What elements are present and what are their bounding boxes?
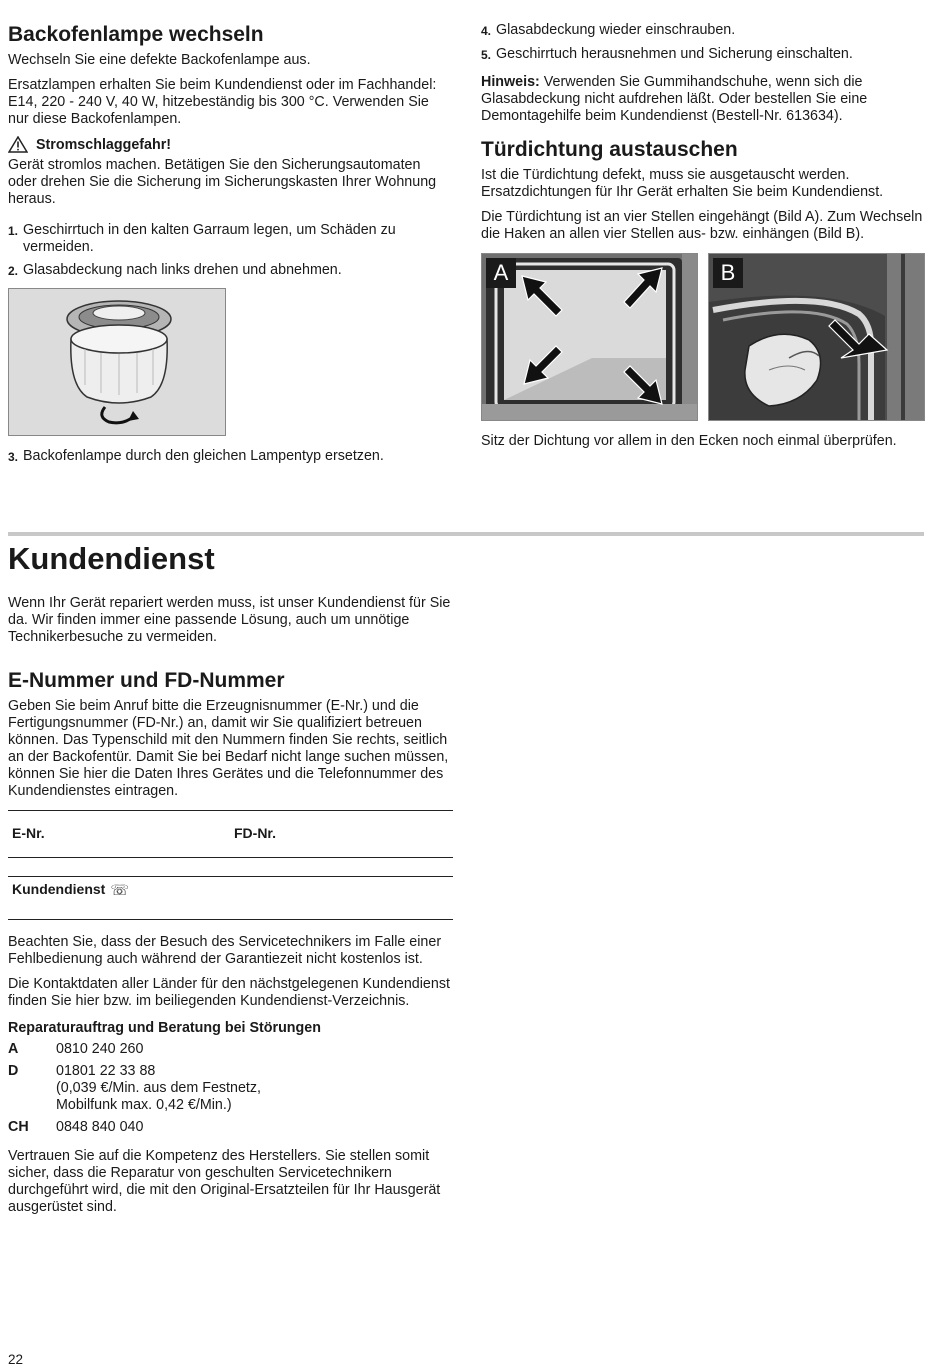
step-item: [481, 22, 926, 40]
figure-a-label: A: [486, 258, 516, 288]
hint-text: Verwenden Sie Gummihandschuhe, wenn sich die Glasabdeckung nicht aufdrehen läßt. Oder bestellen Sie eine Demontagehilfe beim Kundendienst (Bestell-Nr. 613634).: [481, 74, 868, 124]
right-column: [481, 22, 926, 458]
phone-row: [8, 1119, 453, 1136]
step-text: Geschirrtuch in den kalten Garraum legen, um Schäden zu vermeiden.: [23, 222, 396, 256]
lamp-cover-illustration: [9, 289, 225, 435]
step-item: [8, 222, 448, 256]
phone-details: [56, 1063, 261, 1114]
step-text: Glasabdeckung wieder einschrauben.: [496, 22, 736, 38]
phone-number: 0848 840 040: [56, 1119, 144, 1136]
fdnr-label: FD-Nr.: [234, 825, 276, 842]
seal-paragraph-3: Sitz der Dichtung vor allem in den Ecken noch einmal überprüfen.: [481, 433, 897, 450]
seal-paragraph-2: Die Türdichtung ist an vier Stellen eingehängt (Bild A). Zum Wechseln die Haken an allen vier Stellen aus- bzw. einhängen (Bild B).: [481, 209, 923, 243]
step-text: Geschirrtuch herausnehmen und Sicherung einschalten.: [496, 46, 853, 62]
country-code: A: [8, 1041, 19, 1058]
phone-row: [8, 1063, 453, 1114]
figure-b: [708, 253, 925, 421]
service-intro: Wenn Ihr Gerät repariert werden muss, ist unser Kundendienst für Sie da. Wir finden immer eine passende Lösung, auch um unnötige Technikerbesuche zu vermeiden.: [8, 595, 451, 646]
step-number: 2.: [8, 264, 19, 279]
numbers-text: Geben Sie beim Anruf bitte die Erzeugnisnummer (E-Nr.) und die Fertigungsnummer (FD-Nr.) an, damit wir Sie qualifiziert betreuen können. Das Typenschild mit den Nummern finden Sie rechts, seitlich an der Backofentür. Damit Sie bei Bedarf nicht lange suchen müssen, können Sie hier die Daten Ihres Gerätes und die Telefonnummer des Kundendienstes eintragen.: [8, 698, 449, 800]
step-text: Backofenlampe durch den gleichen Lampentyp ersetzen.: [23, 448, 384, 465]
step-number: 5.: [481, 48, 492, 62]
lamp-intro: Wechseln Sie eine defekte Backofenlampe aus.: [8, 52, 311, 69]
section-title-seal: Türdichtung austauschen: [481, 138, 738, 161]
phone-rate: Mobilfunk max. 0,42 €/Min.): [56, 1097, 232, 1114]
seal-figures: [481, 253, 926, 421]
warning-triangle-icon: [8, 136, 28, 153]
enr-label: E-Nr.: [12, 825, 45, 842]
left-column: [8, 22, 448, 472]
form-row-numbers: [8, 811, 453, 857]
figure-a: [481, 253, 698, 421]
warning-heading: [8, 136, 448, 153]
step-text: Glasabdeckung nach links drehen und abnehmen.: [23, 262, 342, 279]
section-title-lamp: Backofenlampe wechseln: [8, 23, 264, 46]
form-line: [8, 919, 453, 920]
seal-paragraph-1: Ist die Türdichtung defekt, muss sie ausgetauscht werden. Ersatzdichtungen für Ihr Gerät erhalten Sie beim Kundendienst.: [481, 167, 884, 201]
service-label: Kundendienst: [12, 881, 106, 898]
lamp-spare-info: Ersatzlampen erhalten Sie beim Kundendienst oder im Fachhandel: E14, 220 - 240 V, 40 W, hitzebeständig bis 300 °C. Verwenden Sie nur diese Backofenlampen.: [8, 77, 437, 128]
phone-number: 01801 22 33 88: [56, 1063, 156, 1080]
phone-rate: (0,039 €/Min. aus dem Festnetz,: [56, 1080, 262, 1097]
phone-list: [8, 1041, 453, 1136]
step-number: 1.: [8, 224, 19, 239]
step-item: [8, 448, 448, 466]
phone-number: 0810 240 260: [56, 1041, 144, 1058]
customer-service-section: [8, 540, 453, 1224]
figure-b-label: B: [713, 258, 743, 288]
country-code: D: [8, 1063, 19, 1080]
service-note-2: Die Kontaktdaten aller Länder für den nächstgelegenen Kundendienst finden Sie hier bzw. im beiliegenden Kundendienst-Verzeichnis.: [8, 976, 450, 1010]
service-note-1: Beachten Sie, dass der Besuch des Servicetechnikers im Falle einer Fehlbedienung auch während der Garantiezeit nicht kostenlos ist.: [8, 934, 442, 968]
step-item: [481, 46, 926, 64]
country-code: CH: [8, 1119, 29, 1136]
repair-title: Reparaturauftrag und Beratung bei Störungen: [8, 1020, 321, 1037]
step-number: 3.: [8, 450, 19, 465]
hint-label: Hinweis:: [481, 74, 540, 90]
lamp-figure: [8, 288, 226, 436]
warning-title: Stromschlaggefahr!: [36, 136, 172, 153]
phone-row: [8, 1041, 453, 1058]
page-number: 22: [8, 1352, 24, 1367]
subsection-title-numbers: E-Nummer und FD-Nummer: [8, 669, 285, 693]
closing-text: Vertrauen Sie auf die Kompetenz des Herstellers. Sie stellen somit sicher, dass die Reparatur von geschulten Servicetechnikern durchgeführt wird, die mit den Original-Ersatzteilen für Ihr Hausgerät ausgerüstet sind.: [8, 1148, 441, 1216]
step-item: [8, 262, 448, 280]
section-title-service: Kundendienst: [8, 541, 215, 576]
step-number: 4.: [481, 24, 492, 38]
form-row-service: [8, 877, 453, 919]
warning-text: Gerät stromlos machen. Betätigen Sie den Sicherungsautomaten oder drehen Sie die Sicherung im Sicherungskasten Ihrer Wohnung heraus.: [8, 157, 437, 208]
hint-paragraph: [481, 74, 926, 125]
section-divider: [8, 532, 924, 536]
telephone-icon: ☏: [110, 882, 130, 900]
